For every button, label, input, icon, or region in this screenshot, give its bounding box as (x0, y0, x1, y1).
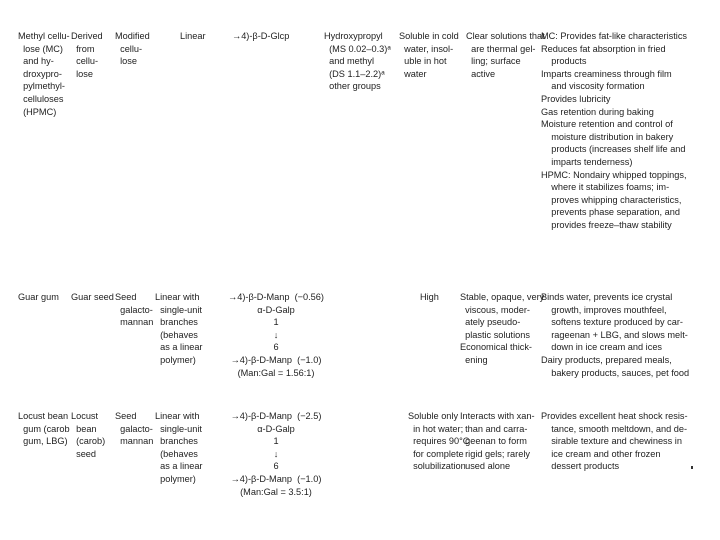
text-line: Linear with (155, 411, 200, 421)
row-3-functions (541, 410, 688, 473)
text-line: lose (MC) (18, 43, 63, 54)
text-line: as a linear (155, 342, 203, 353)
text-line: Dairy products, prepared meals, (541, 354, 672, 365)
row-1-type (115, 30, 150, 68)
row-1-solution-properties (466, 30, 545, 80)
text-line: galacto- (115, 304, 153, 315)
row-1-gum-name (18, 30, 70, 118)
row-3-shape (155, 410, 203, 486)
row-1-solubility (399, 30, 459, 80)
text-line: cellu- (71, 56, 99, 67)
text-line: MC: Provides fat-like characteristics (541, 31, 688, 41)
text-line: used alone (460, 461, 511, 472)
row-2-functions (541, 291, 689, 379)
text-line: (behaves (155, 448, 198, 459)
text-line: →4)-β-D-Glcp (232, 31, 290, 41)
row-2-source (71, 291, 114, 304)
text-line: mannan (115, 436, 154, 447)
text-line: and hy- (18, 56, 54, 67)
text-line: branches (155, 436, 198, 447)
text-line: 1 (273, 436, 279, 447)
text-line: Interacts with xan- (460, 411, 535, 421)
text-line: 6 (273, 342, 279, 353)
text-line: →4)-β-D-Manp (−0.56) (228, 292, 324, 302)
row-3-gum-name (18, 410, 70, 448)
text-line: ↓ (273, 448, 279, 459)
row-2-type (115, 291, 153, 329)
text-line: Economical thick- (460, 342, 532, 353)
text-line: provides freeze–thaw stability (541, 219, 672, 230)
text-line: galacto- (115, 423, 153, 434)
text-line: ately pseudo- (460, 317, 521, 328)
text-line: (MS 0.02–0.3)ᵃ (324, 43, 391, 54)
text-line: (behaves (155, 329, 198, 340)
text-line: ↓ (273, 329, 279, 340)
text-line: Binds water, prevents ice crystal (541, 292, 673, 302)
text-line: Modified (115, 31, 150, 41)
text-line: lose (71, 68, 93, 79)
text-line: softens texture produced by car- (541, 317, 683, 328)
text-line: lose (115, 56, 137, 67)
text-line: gum (carob (18, 423, 70, 434)
text-line: 6 (273, 461, 279, 472)
text-line: tance, smooth meltdown, and de- (541, 423, 688, 434)
text-line: branches (155, 317, 198, 328)
text-line: as a linear (155, 461, 203, 472)
row-2-shape (155, 291, 203, 367)
row-2-solution-properties (460, 291, 544, 367)
text-line: other groups (324, 81, 381, 92)
row-1-substituents (324, 30, 391, 93)
row-1-source (71, 30, 103, 80)
text-line: →4)-β-D-Manp (−1.0) (230, 473, 322, 484)
scan-speck (691, 466, 693, 469)
text-line: growth, improves mouthfeel, (541, 304, 667, 315)
text-line: Derived (71, 31, 103, 41)
text-line: Soluble in cold (399, 31, 459, 41)
text-line: HPMC: Nondairy whipped toppings, (541, 169, 687, 180)
text-line: Hydroxypropyl (324, 31, 383, 41)
text-line: bakery products, sauces, pet food (541, 367, 690, 378)
text-line: sirable texture and chewiness in (541, 436, 682, 447)
text-line: plastic solutions (460, 329, 530, 340)
text-line: α-D-Galp (257, 423, 295, 434)
text-line: Clear solutions that (466, 31, 545, 41)
text-line: moisture distribution in bakery (541, 131, 674, 142)
text-line: products (increases shelf life and (541, 144, 686, 155)
text-line: Soluble only (408, 411, 459, 421)
text-line: →4)-β-D-Manp (−1.0) (230, 354, 322, 365)
text-line: ening (460, 354, 488, 365)
text-line: imparts tenderness) (541, 156, 633, 167)
text-line: Reduces fat absorption in fried (541, 43, 666, 54)
text-line: single-unit (155, 304, 202, 315)
text-line: prevents phase separation, and (541, 207, 680, 218)
text-line: cellu- (115, 43, 143, 54)
text-line: products (541, 56, 587, 67)
row-1-functions (541, 30, 687, 232)
text-line: seed (71, 448, 97, 459)
text-line: ling; surface (466, 56, 521, 67)
text-line: Linear with (155, 292, 200, 302)
text-line: pylmethyl- (18, 81, 65, 92)
text-line: Guar seed (71, 292, 114, 302)
row-3-solution-properties (460, 410, 535, 473)
text-line: gum, LBG) (18, 436, 68, 447)
text-line: rageenan + LBG, and slows melt- (541, 329, 688, 340)
text-line: celluloses (18, 93, 64, 104)
text-line: than and carra- (460, 423, 528, 434)
text-line: single-unit (155, 423, 202, 434)
text-line: (HPMC) (18, 106, 57, 117)
text-line: (carob) (71, 436, 106, 447)
text-line: in hot water; (408, 423, 464, 434)
text-line: active (466, 68, 496, 79)
text-line: polymer) (155, 354, 196, 365)
text-line: are thermal gel- (466, 43, 536, 54)
text-line: uble in hot (399, 56, 447, 67)
text-line: (DS 1.1–2.2)ᵃ (324, 68, 385, 79)
text-line: Moisture retention and control of (541, 119, 673, 130)
row-1-structure (232, 30, 289, 43)
text-line: Seed (115, 292, 137, 302)
text-line: α-D-Galp (257, 304, 295, 315)
text-line: where it stabilizes foams; im- (541, 182, 670, 193)
text-line: Imparts creaminess through film (541, 68, 672, 79)
text-line: water, insol- (399, 43, 454, 54)
text-line: bean (71, 423, 97, 434)
text-line: (Man:Gal = 3.5:1) (240, 486, 312, 497)
text-line: and viscosity formation (541, 81, 645, 92)
text-line: (Man:Gal = 1.56:1) (237, 367, 315, 378)
text-line: High (420, 292, 439, 302)
text-line: proves whipping characteristics, (541, 194, 682, 205)
row-1-shape (180, 30, 206, 43)
text-line: from (71, 43, 95, 54)
text-line: ice cream and other frozen (541, 448, 661, 459)
text-line: →4)-β-D-Manp (−2.5) (230, 411, 322, 421)
text-line: down in ice cream and ices (541, 342, 663, 353)
text-line: Provides excellent heat shock resis- (541, 411, 688, 421)
text-line: for complete (408, 448, 464, 459)
text-line: geenan to form (460, 436, 527, 447)
text-line: polymer) (155, 473, 196, 484)
text-line: Seed (115, 411, 137, 421)
text-line: solubilization (408, 461, 466, 472)
text-line: Methyl cellu- (18, 31, 70, 41)
text-line: mannan (115, 317, 154, 328)
row-3-type (115, 410, 153, 448)
text-line: Gas retention during baking (541, 106, 654, 117)
text-line: dessert products (541, 461, 620, 472)
text-line: Linear (180, 31, 206, 41)
text-line: rigid gels; rarely (460, 448, 530, 459)
row-3-source (71, 410, 105, 460)
text-line: requires 90°C (408, 436, 470, 447)
row-2-structure (226, 291, 326, 379)
text-line: water (399, 68, 427, 79)
text-line: and methyl (324, 56, 375, 67)
text-line: Guar gum (18, 292, 59, 302)
text-line: Provides lubricity (541, 93, 611, 104)
text-line: Locust bean (18, 411, 69, 421)
text-line: droxypro- (18, 68, 62, 79)
text-line: viscous, moder- (460, 304, 530, 315)
row-2-solubility (420, 291, 439, 304)
text-line: Stable, opaque, very (460, 292, 545, 302)
text-line: Locust (71, 411, 99, 421)
text-line: 1 (273, 317, 279, 328)
row-3-structure (226, 410, 326, 498)
row-2-gum-name (18, 291, 59, 304)
